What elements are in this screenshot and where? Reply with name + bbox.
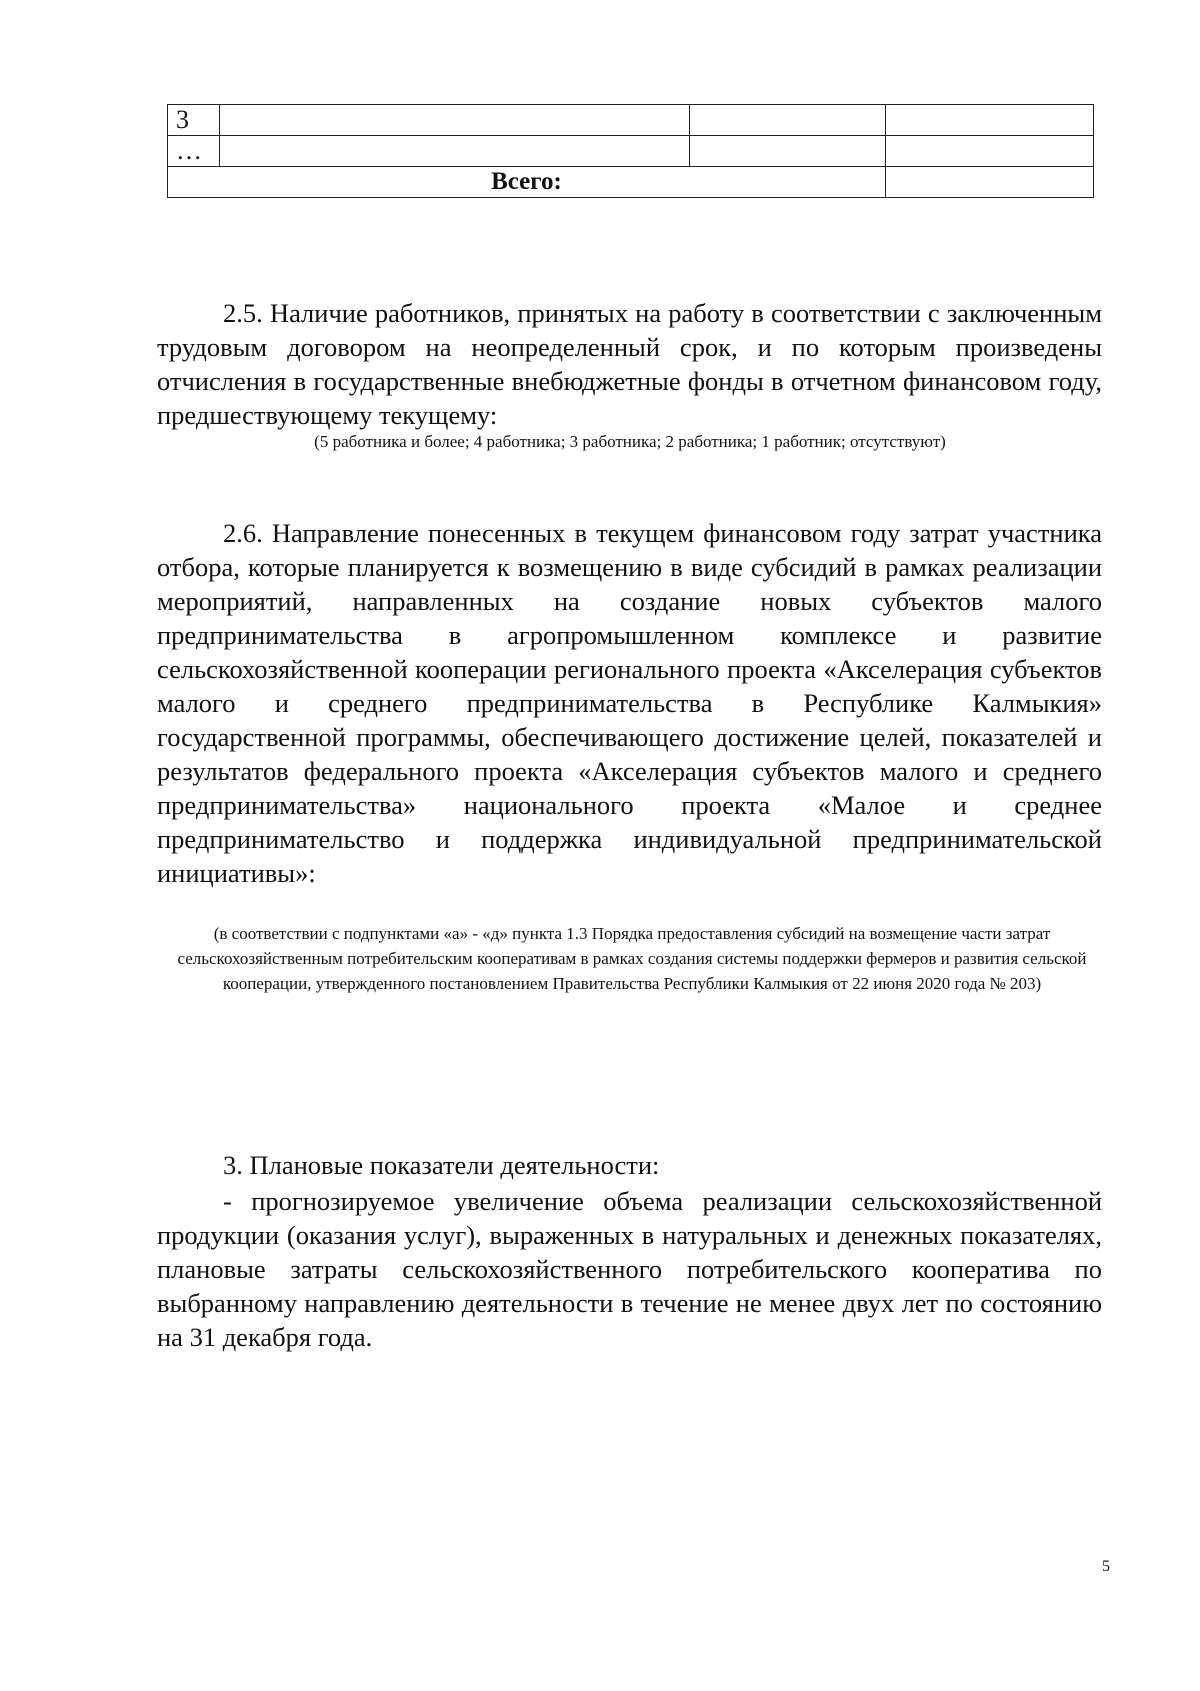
table-total-row <box>168 167 1094 198</box>
section-2-6-text: 2.6. Направление понесенных в текущем финансовом году затрат участника отбора, которые планируется к возмещению в виде субсидий в рамках реализации мероприятий, направленных на создание новых субъектов малого предпринимательства в агропромышленном комплексе и развитие сельскохозяйственной кооперации регионального проекта «Акселерация субъектов малого и среднего предпринимательства в Республике Калмыкия» государственной программы, обеспечивающего достижение целей, показателей и результатов федерального проекта «Акселерация субъектов малого и среднего предпринимательства» национального проекта «Малое и среднее предпринимательство и поддержка индивидуальной предпринимательской инициативы»: <box>157 518 1102 888</box>
table-cell <box>885 136 1093 167</box>
section-2-5-note: (5 работника и более; 4 работника; 3 работника; 2 работника; 1 работник; отсутствуют) <box>314 432 946 451</box>
section-2-5-text: 2.5. Наличие работников, принятых на работу в соответствии с заключенным трудовым договором на неопределенный срок, и по которым произведены отчисления в государственные внебюджетные фонды в отчетном финансовом году, предшествующему текущему: <box>157 298 1102 430</box>
table-row <box>168 105 1094 136</box>
table-cell <box>219 136 689 167</box>
section-3-heading: 3. Плановые показатели деятельности: <box>223 1150 660 1180</box>
table-cell <box>689 105 885 136</box>
section-2-6-note: (в соответствии с подпунктами «а» - «д» пункта 1.3 Порядка предоставления субсидий на возмещение части затрат сельскохозяйственным потребительским кооперативам в рамках создания системы поддержки фермеров и развития сельской кооперации, утвержденного постановлением Правительства Республики Калмыкия от 22 июня 2020 года № 203) <box>177 924 1087 993</box>
page-number: 5 <box>1102 1558 1110 1575</box>
row-number-cell: … <box>168 136 220 167</box>
table-cell <box>219 105 689 136</box>
section-3-text: - прогнозируемое увеличение объема реализации сельскохозяйственной продукции (оказания услуг), выраженных в натуральных и денежных показателях, плановые затраты сельскохозяйственного потребительского кооператива по выбранному направлению деятельности в течение не менее двух лет по состоянию на 31 декабря года. <box>157 1186 1102 1352</box>
summary-table <box>167 104 1094 198</box>
total-label: Всего: <box>168 167 886 198</box>
table-cell <box>885 105 1093 136</box>
table-row <box>168 136 1094 167</box>
table-cell <box>689 136 885 167</box>
total-value-cell <box>885 167 1093 198</box>
row-number-cell: 3 <box>168 105 220 136</box>
